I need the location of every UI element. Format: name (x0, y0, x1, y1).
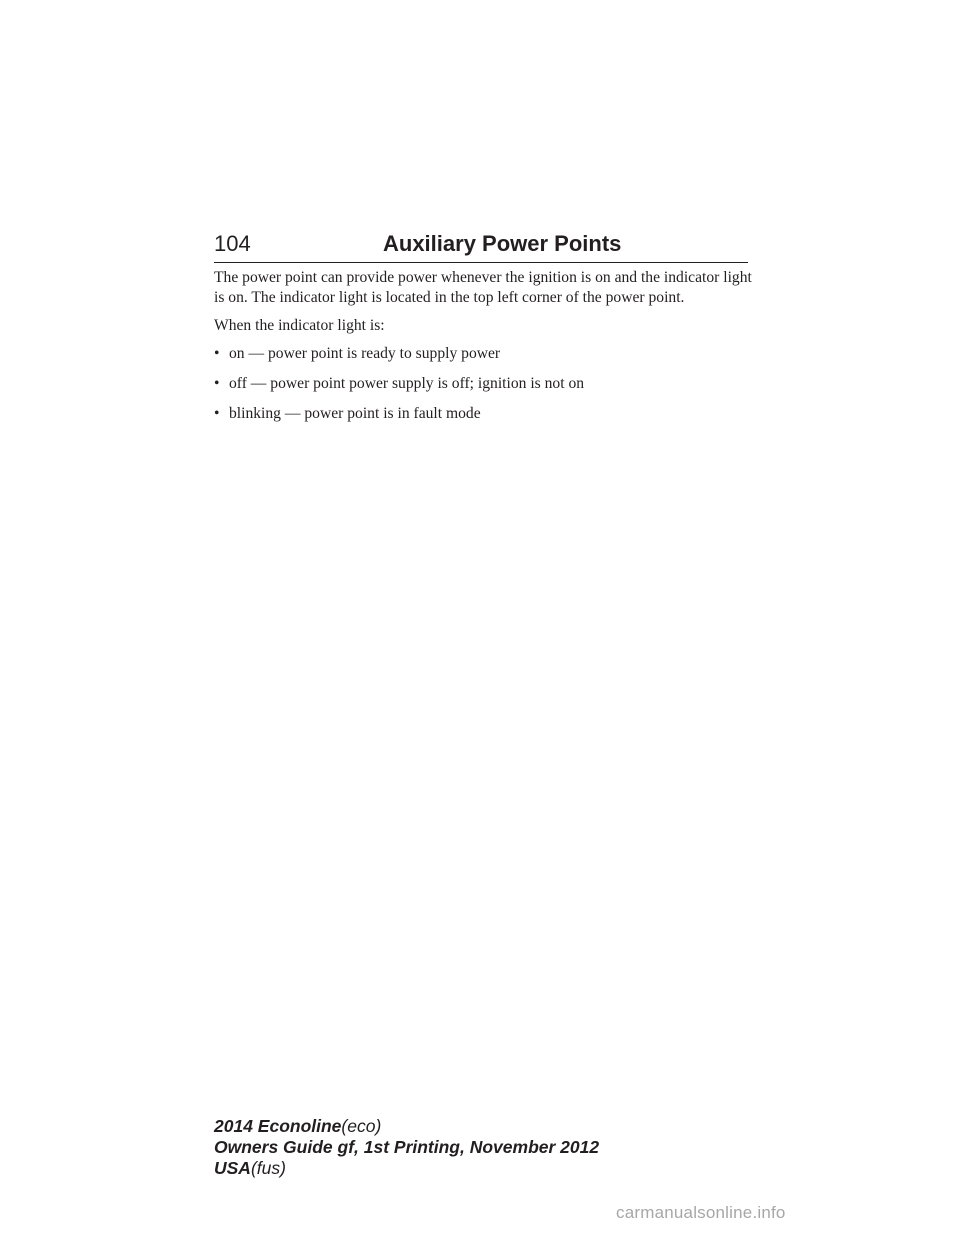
footer-model-name: 2014 Econoline (214, 1116, 342, 1136)
body-text (214, 268, 754, 434)
list-item-text: off — power point power supply is off; ignition is not on (229, 375, 585, 392)
bullet-icon: • (214, 375, 220, 392)
indicator-states-list (214, 344, 754, 424)
list-item-text: blinking — power point is in fault mode (229, 405, 481, 422)
footer-line-printing: Owners Guide gf, 1st Printing, November 2012 (214, 1137, 600, 1157)
document-footer (214, 1116, 599, 1179)
footer-market-name: USA (214, 1158, 251, 1178)
list-item (214, 374, 754, 394)
paragraph-power-point-description: The power point can provide power whenever the ignition is on and the indicator light is on. The indicator light is located in the top left corner of the power point. (214, 269, 752, 306)
list-item-text: on — power point is ready to supply power (229, 345, 501, 362)
list-item (214, 404, 754, 424)
bullet-icon: • (214, 345, 220, 362)
footer-model-code: (eco) (341, 1116, 382, 1136)
footer-line-market (214, 1158, 599, 1179)
footer-line-model (214, 1116, 599, 1137)
paragraph-indicator-intro: When the indicator light is: (214, 317, 385, 334)
page-number: 104 (214, 231, 251, 256)
page-header (214, 228, 748, 263)
section-title: Auxiliary Power Points (383, 231, 622, 256)
footer-market-code: (fus) (250, 1158, 286, 1178)
watermark: carmanualsonline.info (616, 1203, 786, 1222)
bullet-icon: • (214, 405, 220, 422)
list-item (214, 344, 754, 364)
